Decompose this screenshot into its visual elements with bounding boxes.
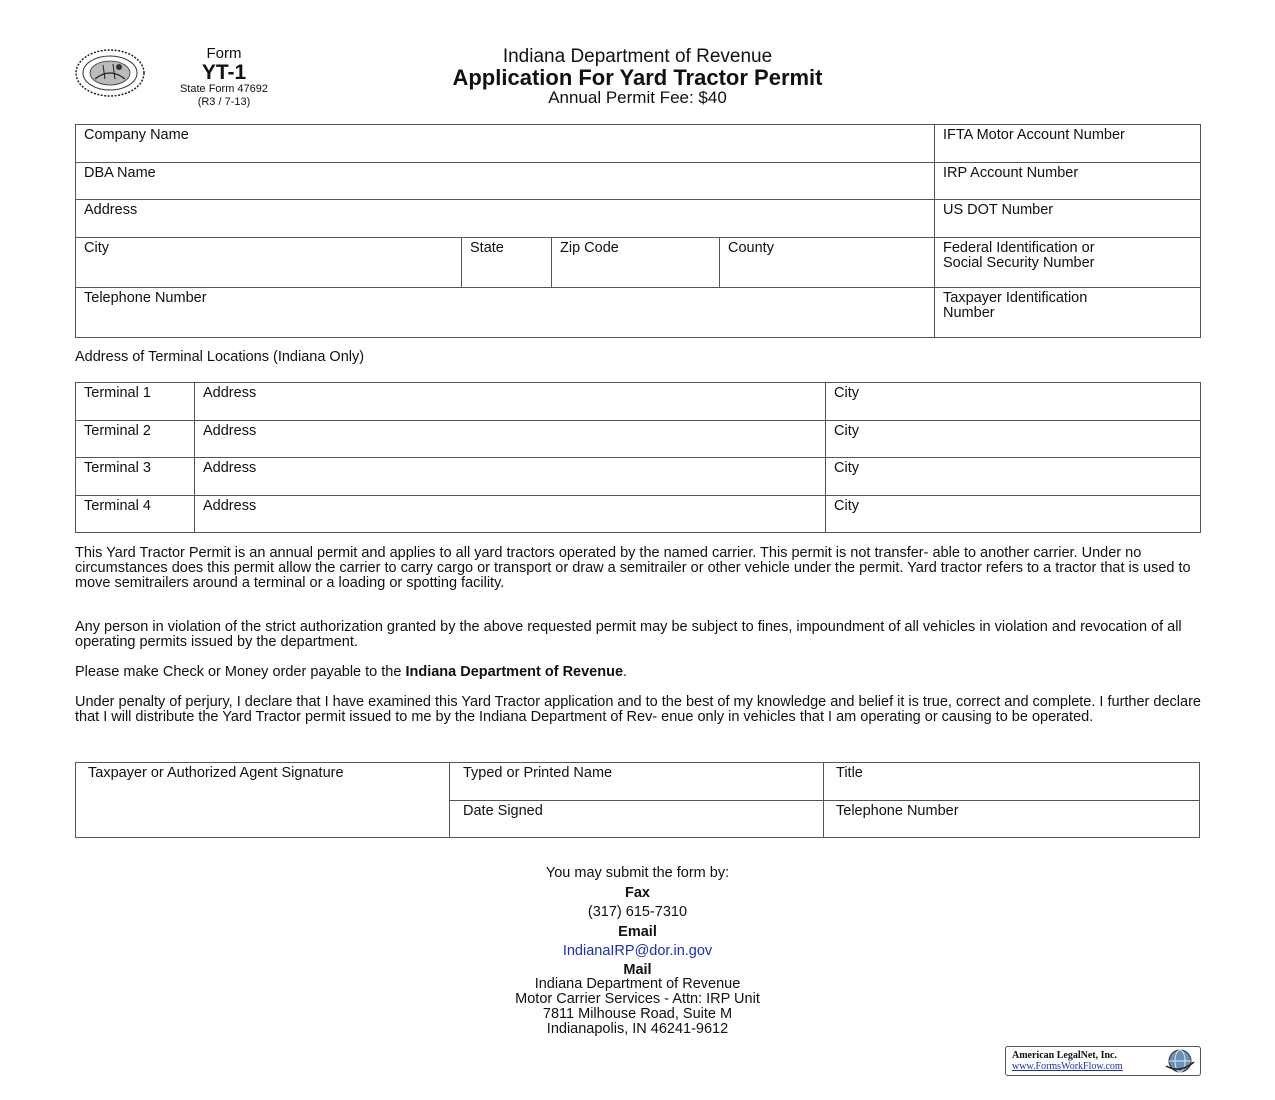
irp-account-field[interactable] [935, 163, 1201, 200]
mail-address [400, 977, 875, 1037]
form-identifier [160, 46, 288, 108]
field-label: City [84, 240, 109, 256]
field-label: Social Security Number [943, 255, 1095, 271]
mail-line: Indiana Department of Revenue [534, 976, 741, 992]
field-label: Taxpayer or Authorized Agent Signature [88, 765, 344, 781]
mail-line: 7811 Milhouse Road, Suite M [542, 1006, 733, 1022]
field-label: DBA Name [84, 165, 156, 181]
terminal-address-field[interactable] [195, 496, 826, 533]
address-field[interactable] [76, 200, 935, 238]
badge-company: American LegalNet, Inc. [1012, 1050, 1117, 1061]
table-row [76, 421, 1201, 458]
terminal-city-field[interactable] [826, 458, 1201, 496]
terminal-address-field[interactable] [195, 383, 826, 421]
field-label: US DOT Number [943, 202, 1054, 218]
terminal-address-field[interactable] [195, 458, 826, 496]
globe-icon [1162, 1048, 1198, 1074]
field-label: Title [836, 765, 863, 781]
field-label: City [834, 423, 859, 439]
taxpayer-id-field[interactable] [935, 288, 1201, 338]
dba-name-field[interactable] [76, 163, 935, 200]
usdot-number-field[interactable] [935, 200, 1201, 238]
mail-label: Mail [623, 962, 652, 978]
badge-url[interactable]: www.FormsWorkFlow.com [1012, 1061, 1123, 1072]
table-row [76, 496, 1201, 533]
terminal-address-field[interactable] [195, 421, 826, 458]
company-name-field[interactable] [76, 125, 935, 163]
terminal-label: Terminal 3 [76, 458, 195, 496]
telephone-field[interactable] [76, 288, 935, 338]
email-label: Email [618, 924, 657, 940]
field-label: Address [84, 202, 138, 218]
field-label: Address [203, 385, 257, 401]
submit-intro: You may submit the form by: [545, 865, 730, 881]
field-label: Taxpayer Identification [943, 290, 1088, 306]
mail-line: Motor Carrier Services - Attn: IRP Unit [515, 991, 760, 1007]
mail-line: Indianapolis, IN 46241-9612 [546, 1021, 729, 1037]
title-field[interactable] [824, 763, 1200, 801]
city-field[interactable] [76, 238, 462, 288]
form-number: YT-1 [201, 61, 247, 84]
agency-name: Indiana Department of Revenue [502, 46, 773, 67]
field-label: Telephone Number [836, 803, 959, 819]
field-label: Address [203, 460, 257, 476]
field-label: Date Signed [463, 803, 543, 819]
signature-table [75, 762, 1200, 838]
terminal-city-field[interactable] [826, 421, 1201, 458]
signature-telephone-field[interactable] [824, 801, 1200, 838]
field-label: Typed or Printed Name [463, 765, 613, 781]
terminal-label: Terminal 2 [76, 421, 195, 458]
fax-label: Fax [625, 885, 650, 901]
field-label: County [728, 240, 774, 256]
permit-description-paragraph: This Yard Tractor Permit is an annual permit and applies to all yard tractors operated by the named carrier. This permit is not transfer- able to another carrier. Under no circumstances does this permit allow the carrier to carry cargo or transport or draw a semitrailer or other vehicle under the permit. Yard tractor refers to a tractor that is used to move semitrailers around a terminal or a loading or spotting facility. [75, 545, 1191, 591]
form-revision: (R3 / 7-13) [197, 96, 251, 108]
declaration-paragraph: Under penalty of perjury, I declare that I have examined this Yard Tractor application and to the best of my knowledge and belief it is true, correct and complete. I further declare that I will distribute the Yard Tractor permit issued to me by the Indiana Department of Rev- enue only in vehicles that I am operating or causing to be operated. [75, 694, 1201, 725]
violation-paragraph: Any person in violation of the strict authorization granted by the above requested permit may be subject to fines, impoundment of all vehicles in violation and revocation of all operating permits issued by the department. [75, 619, 1182, 650]
legalnet-badge[interactable] [1005, 1046, 1201, 1076]
field-label: Address [203, 423, 257, 439]
state-form-number: State Form 47692 [179, 83, 269, 95]
payment-text-end: . [623, 664, 628, 680]
table-row [76, 458, 1201, 496]
table-row [76, 383, 1201, 421]
county-field[interactable] [720, 238, 935, 288]
field-label: Company Name [84, 127, 189, 143]
zip-code-field[interactable] [552, 238, 720, 288]
terminal-city-field[interactable] [826, 383, 1201, 421]
field-label: State [470, 240, 504, 256]
terminal-label: Terminal 1 [76, 383, 195, 421]
state-seal-icon [75, 49, 147, 97]
printed-name-field[interactable] [450, 763, 824, 801]
terminals-heading: Address of Terminal Locations (Indiana Only) [75, 349, 365, 365]
fax-number: (317) 615-7310 [587, 904, 688, 920]
field-label: Address [203, 498, 257, 514]
field-label: Number [943, 305, 995, 321]
field-label: City [834, 385, 859, 401]
terminal-city-field[interactable] [826, 496, 1201, 533]
form-label: Form [206, 45, 242, 62]
field-label: IFTA Motor Account Number [943, 127, 1125, 143]
signature-field[interactable] [76, 763, 450, 838]
field-label: Telephone Number [84, 290, 207, 306]
state-field[interactable] [462, 238, 552, 288]
field-label: Federal Identification or [943, 240, 1095, 256]
email-link[interactable]: IndianaIRP@dor.in.gov [562, 943, 713, 959]
payment-paragraph [75, 665, 1205, 680]
ifta-account-field[interactable] [935, 125, 1201, 163]
payee-name: Indiana Department of Revenue [405, 664, 624, 680]
page-title: Application For Yard Tractor Permit [452, 65, 823, 90]
field-label: City [834, 498, 859, 514]
field-label: City [834, 460, 859, 476]
company-info-table [75, 124, 1201, 338]
date-signed-field[interactable] [450, 801, 824, 838]
terminal-locations-table [75, 382, 1201, 533]
federal-id-field[interactable] [935, 238, 1201, 288]
field-label: Zip Code [560, 240, 619, 256]
permit-fee: Annual Permit Fee: $40 [548, 88, 727, 107]
payment-text: Please make Check or Money order payable to the [75, 664, 406, 680]
field-label: IRP Account Number [943, 165, 1079, 181]
terminal-label: Terminal 4 [76, 496, 195, 533]
